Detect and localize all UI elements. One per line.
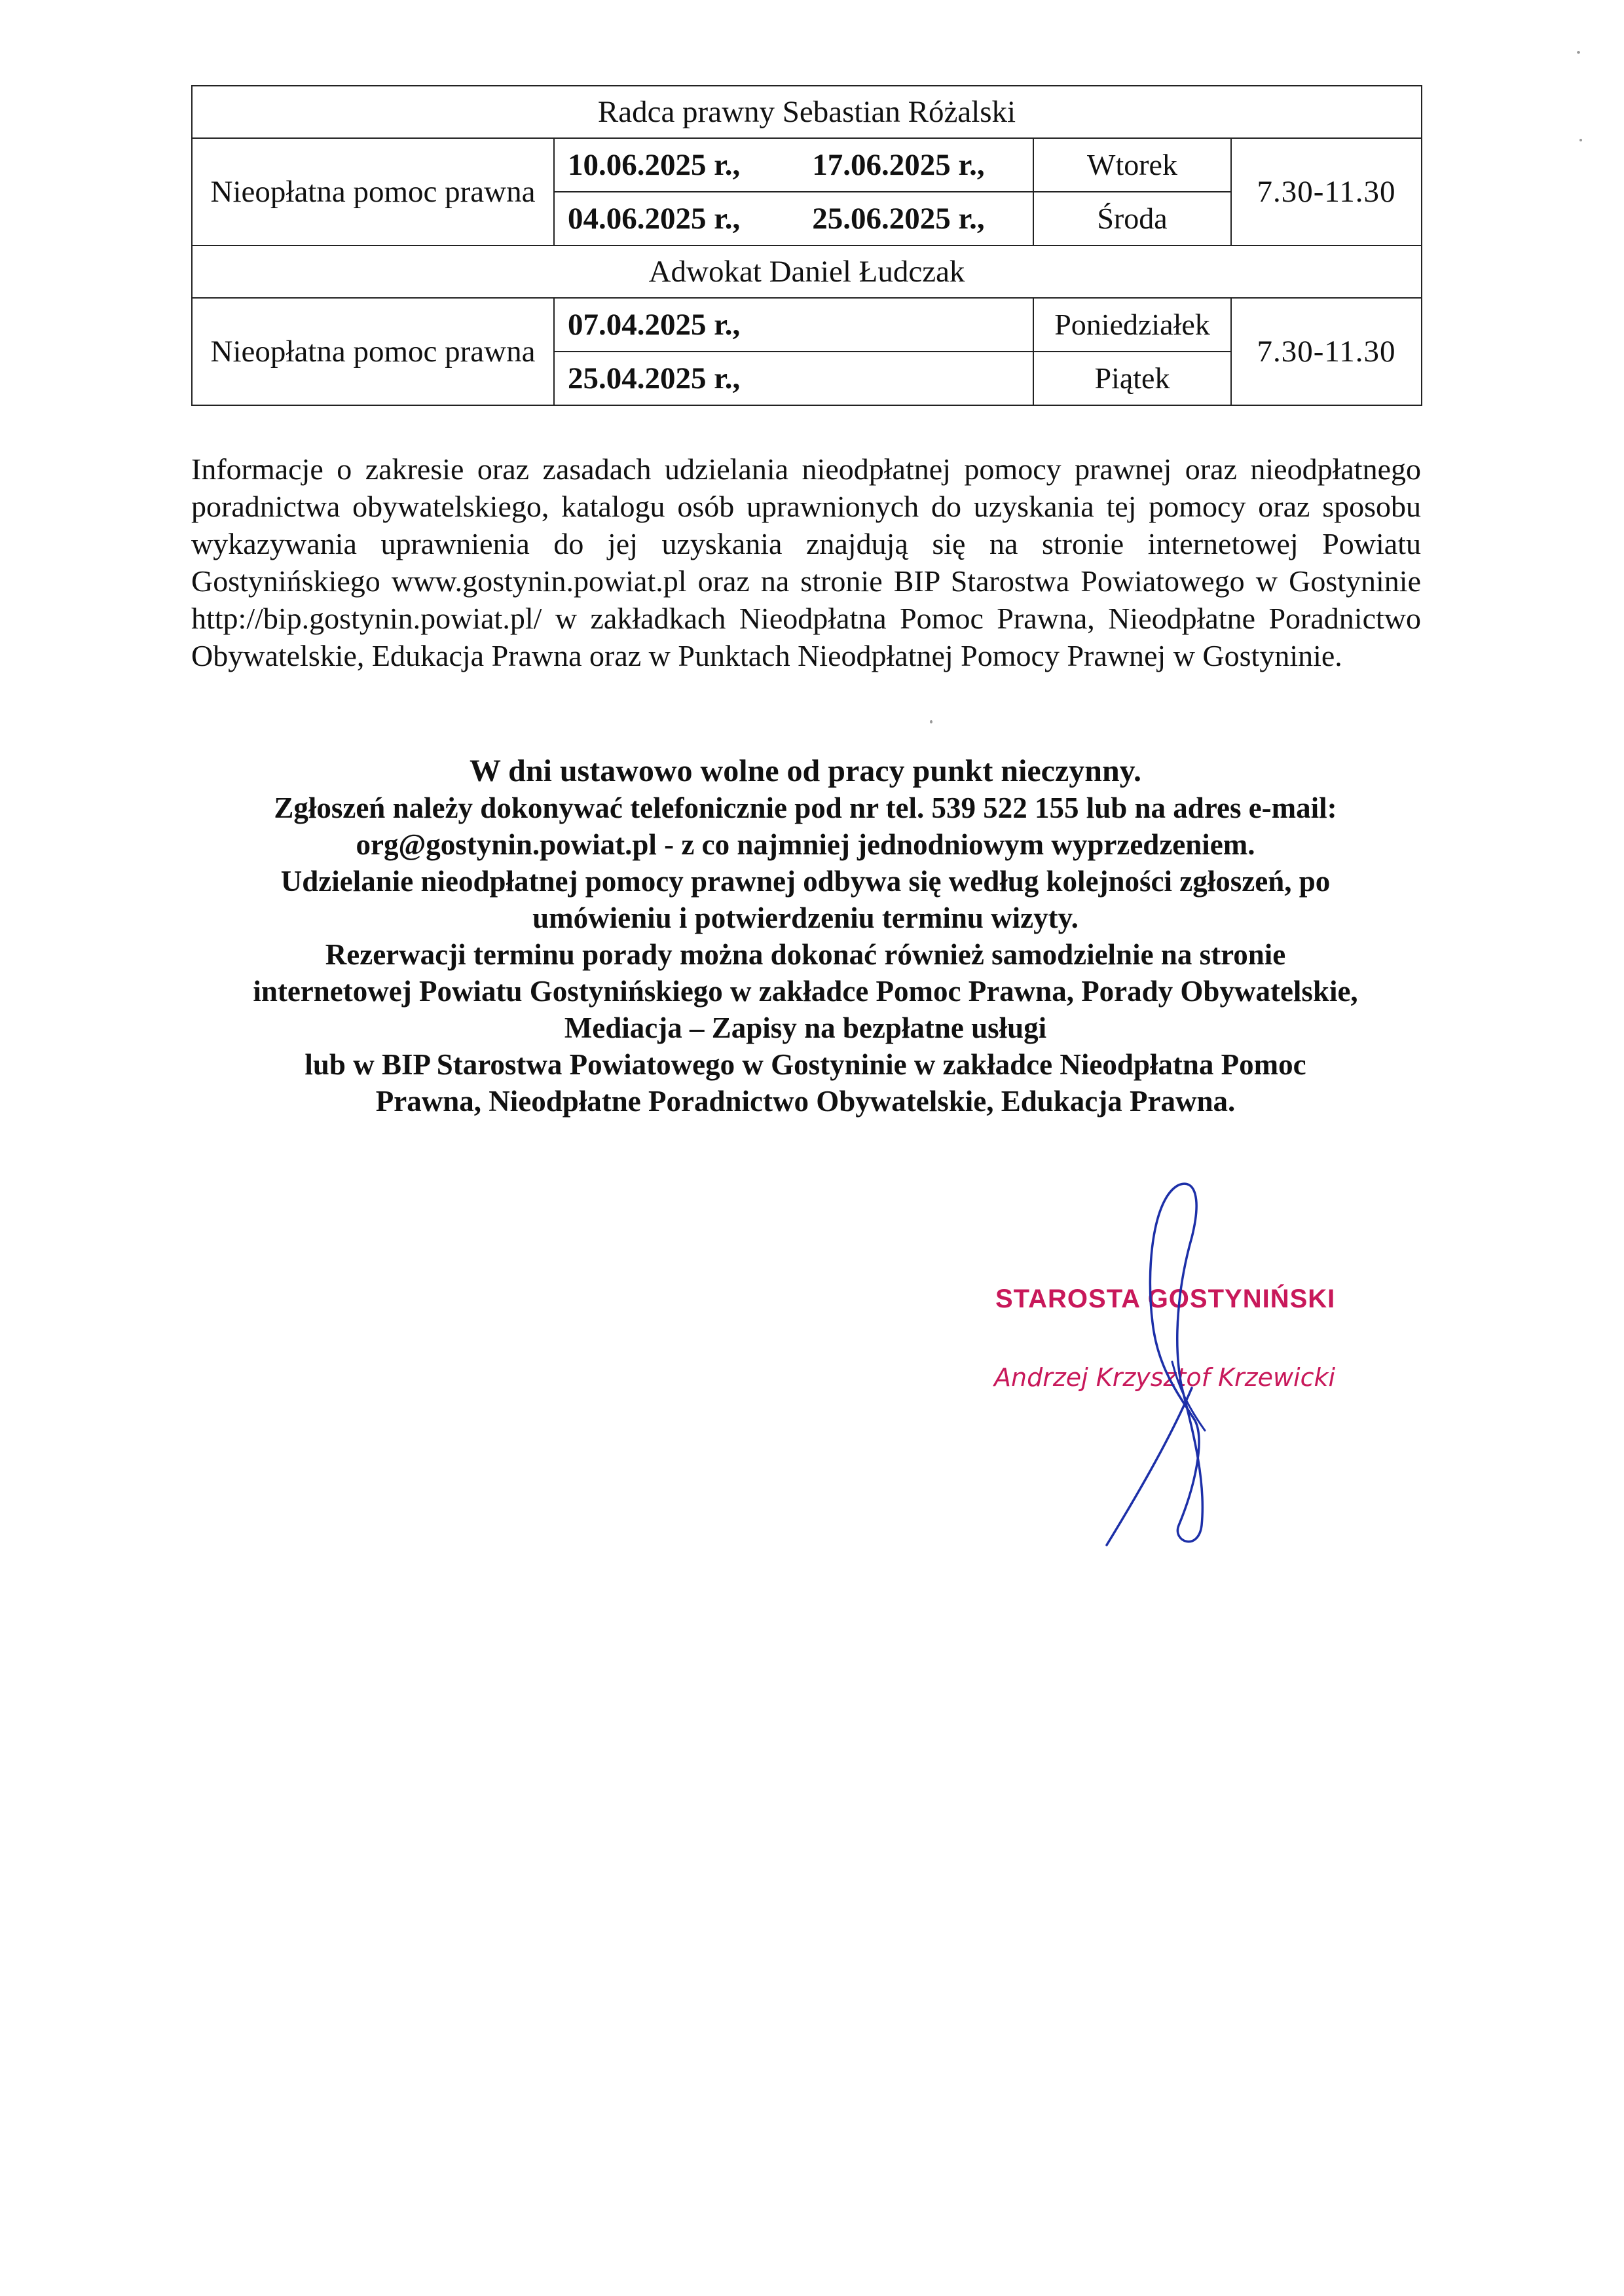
weekday-cell: Piątek xyxy=(1033,352,1231,405)
date: 07.04.2025 r., xyxy=(568,307,741,342)
stamp-title: STAROSTA GOSTYNIŃSKI xyxy=(995,1285,1336,1313)
dates-cell xyxy=(554,192,1033,246)
scan-speck xyxy=(1579,139,1582,141)
schedule-row xyxy=(192,298,1422,352)
handwritten-signature xyxy=(1080,1172,1251,1565)
service-name-cell: Nieopłatna pomoc prawna xyxy=(192,138,554,246)
office-hours-cell: 7.30-11.30 xyxy=(1231,138,1422,246)
dates-cell xyxy=(554,138,1033,192)
notice-line: org@gostynin.powiat.pl - z co najmniej jednodniowym wyprzedzeniem. xyxy=(356,828,1255,861)
information-paragraph: Informacje o zakresie oraz zasadach udzielania nieodpłatnej pomocy prawnej oraz nieodpłatnego poradnictwa obywatelskiego, katalogu osób uprawnionych do uzyskania tej pomocy oraz sposobu wykazywania uprawnienia do jej uzyskania znajdują się na stronie internetowej Powiatu Gostynińskiego www.gostynin.powiat.pl oraz na stronie BIP Starostwa Powiatowego w Gostyninie http://bip.gostynin.powiat.pl/ w zakładkach Nieodpłatna Pomoc Prawna, Nieodpłatne Poradnictwo Obywatelskie, Edukacja Prawna oraz w Punktach Nieodpłatnej Pomocy Prawnej w Gostyninie. xyxy=(191,452,1421,672)
scan-speck xyxy=(1577,51,1580,54)
notice-line: Zgłoszeń należy dokonywać telefonicznie pod nr tel. 539 522 155 lub na adres e-mail: xyxy=(274,792,1337,824)
scan-speck xyxy=(930,720,932,723)
service-name-cell: Nieopłatna pomoc prawna xyxy=(192,298,554,405)
notice-block xyxy=(164,753,1447,1120)
section-header-row xyxy=(192,86,1422,138)
weekday-cell: Środa xyxy=(1033,192,1231,246)
notice-line: W dni ustawowo wolne od pracy punkt nieczynny. xyxy=(470,754,1141,788)
notice-line: internetowej Powiatu Gostynińskiego w zakładce Pomoc Prawna, Porady Obywatelskie, xyxy=(253,975,1358,1008)
notice-line: Rezerwacji terminu porady można dokonać również samodzielnie na stronie xyxy=(325,938,1286,971)
schedule-row xyxy=(192,138,1422,192)
date: 17.06.2025 r., xyxy=(812,147,985,182)
office-hours-cell: 7.30-11.30 xyxy=(1231,298,1422,405)
dates-cell xyxy=(554,352,1033,405)
notice-line: Prawna, Nieodpłatne Poradnictwo Obywatelskie, Edukacja Prawna. xyxy=(375,1085,1236,1118)
weekday-cell: Wtorek xyxy=(1033,138,1231,192)
notice-line: lub w BIP Starostwa Powiatowego w Gostyninie w zakładce Nieodpłatna Pomoc xyxy=(304,1048,1306,1081)
dates-cell xyxy=(554,298,1033,352)
notice-line: Udzielanie nieodpłatnej pomocy prawnej odbywa się według kolejności zgłoszeń, po xyxy=(280,865,1331,898)
stamp-name: Andrzej Krzysztof Krzewicki xyxy=(994,1363,1336,1392)
weekday-cell: Poniedziałek xyxy=(1033,298,1231,352)
notice-line: Mediacja – Zapisy na bezpłatne usługi xyxy=(564,1011,1047,1044)
section-header-row xyxy=(192,246,1422,298)
section-header-advocate: Adwokat Daniel Łudczak xyxy=(192,246,1422,298)
date: 04.06.2025 r., xyxy=(568,201,741,236)
section-header-legal-counsel: Radca prawny Sebastian Różalski xyxy=(192,86,1422,138)
date: 25.04.2025 r., xyxy=(568,361,741,395)
notice-line: umówieniu i potwierdzeniu terminu wizyty. xyxy=(532,902,1079,934)
date: 25.06.2025 r., xyxy=(812,201,985,236)
date: 10.06.2025 r., xyxy=(568,147,741,182)
legal-aid-schedule-table xyxy=(191,85,1422,406)
